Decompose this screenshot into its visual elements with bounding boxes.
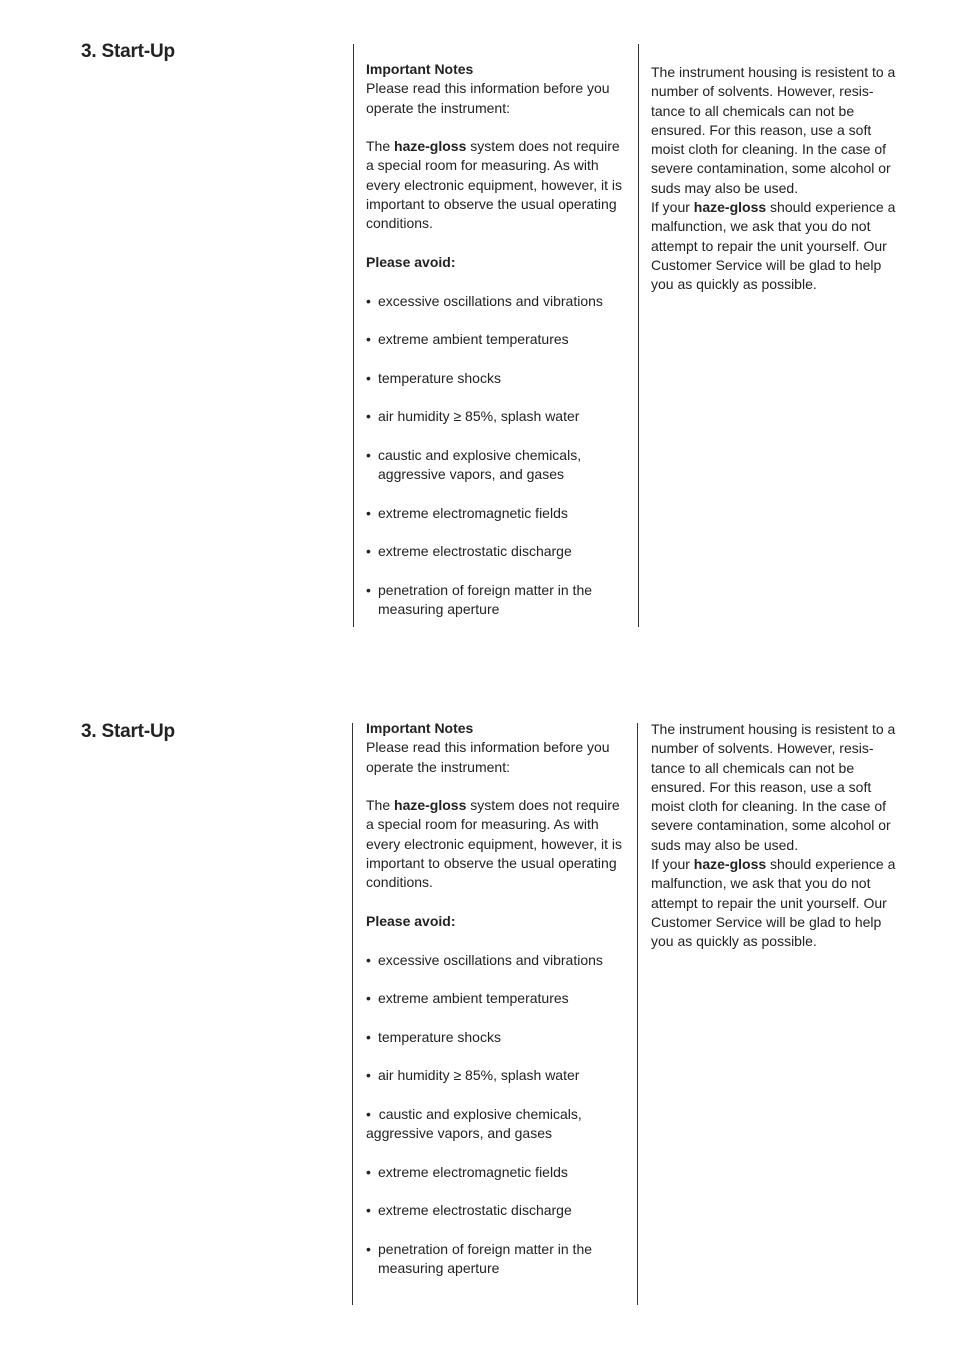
product-name: haze-gloss: [693, 856, 767, 873]
avoid-item: • penetration of foreign matter in the measuring aperture: [366, 1241, 593, 1277]
column-divider-left: [352, 723, 353, 1305]
notes-heading: Important Notes: [366, 61, 474, 77]
avoid-item: • caustic and explosive chemicals, aggressive vapors, and gases: [366, 1105, 582, 1142]
product-name: haze-gloss: [693, 199, 767, 216]
avoid-item: • extreme ambient temperatures: [366, 990, 569, 1007]
intro-text: Please read this information before you operate the instrument:: [366, 80, 610, 116]
avoid-item: • caustic and explosive chemicals, aggressive vapors, and gases: [366, 446, 582, 483]
avoid-item: • extreme ambient temperatures: [366, 331, 569, 348]
product-name: haze-gloss: [394, 797, 467, 814]
care-column: [651, 63, 913, 295]
housing-paragraph: The instrument housing is resistent to a number of solvents. However, resis- tance to all chemicals can not be ensured. For this reason, use a soft moist cloth for cleaning. In the case of severe contamination, some alcohol or suds may also be used.: [651, 721, 896, 853]
avoid-item: • extreme electromagnetic fields: [366, 504, 568, 521]
important-notes-column: [366, 719, 628, 1279]
section-title: 3. Start-Up: [81, 721, 175, 742]
avoid-item: • air humidity ≥ 85%, splash water: [366, 408, 580, 425]
system-paragraph: The haze-gloss system does not require a special room for measuring. As with every electronic equipment, however, it is important to observe the usual operating conditions.: [366, 138, 623, 232]
section-title: 3. Start-Up: [81, 41, 175, 62]
malfunction-paragraph: If your haze-gloss should experience a malfunction, we ask that you do not attempt to repair the unit yourself. Our Customer Service will be glad to help you as quickly as possible.: [651, 856, 896, 950]
system-paragraph: The haze-gloss system does not require a special room for measuring. As with every electronic equipment, however, it is important to observe the usual operating conditions.: [366, 797, 623, 891]
avoid-item: • penetration of foreign matter in the measuring aperture: [366, 582, 593, 618]
avoid-item: • excessive oscillations and vibrations: [366, 292, 603, 309]
column-divider-right: [638, 44, 639, 627]
avoid-heading: Please avoid:: [366, 253, 456, 270]
housing-paragraph: The instrument housing is resistent to a number of solvents. However, resis- tance to all chemicals can not be ensured. For this reason, use a soft moist cloth for cleaning. In the case of severe contamination, some alcohol or suds may also be used.: [651, 64, 896, 196]
notes-heading: Important Notes: [366, 720, 474, 736]
avoid-item: • air humidity ≥ 85%, splash water: [366, 1067, 580, 1084]
intro-text: Please read this information before you operate the instrument:: [366, 739, 610, 775]
column-divider-right: [637, 723, 638, 1305]
product-name: haze-gloss: [394, 138, 467, 155]
important-notes-column: [366, 60, 628, 620]
column-divider-left: [353, 44, 354, 627]
avoid-item: • extreme electromagnetic fields: [366, 1163, 568, 1180]
malfunction-paragraph: If your haze-gloss should experience a malfunction, we ask that you do not attempt to repair the unit yourself. Our Customer Service will be glad to help you as quickly as possible.: [651, 199, 896, 293]
avoid-item: • temperature shocks: [366, 1028, 501, 1045]
care-column: [651, 720, 913, 952]
avoid-item: • extreme electrostatic discharge: [366, 1202, 572, 1219]
avoid-item: • temperature shocks: [366, 369, 501, 386]
avoid-item: • extreme electrostatic discharge: [366, 543, 572, 560]
avoid-heading: Please avoid:: [366, 912, 456, 929]
avoid-item: • excessive oscillations and vibrations: [366, 951, 603, 968]
